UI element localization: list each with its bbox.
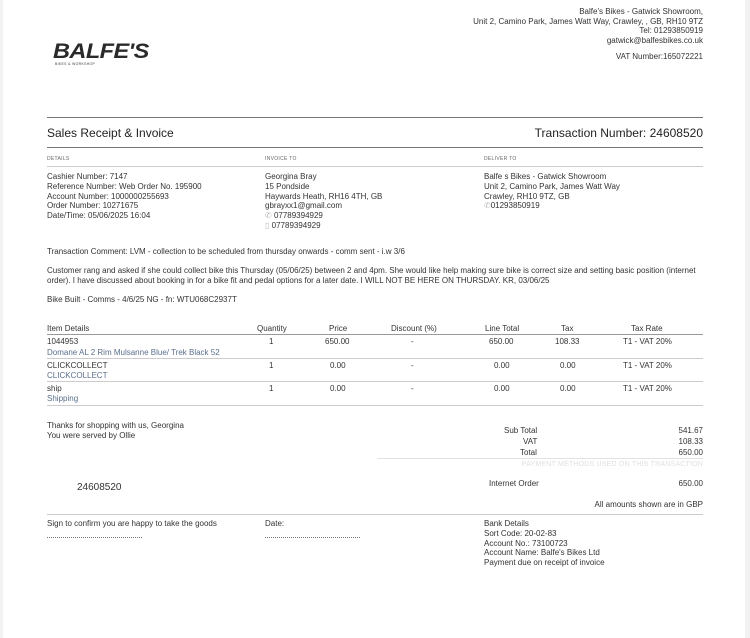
deliver-line1: Unit 2, Camino Park, James Watt Way [484, 181, 620, 191]
table-bottom-rule [47, 405, 703, 406]
customer-comment-line1: Customer rang and asked if she could collect bike this Thursday (05/06/25) between 2 and 4pm. She would like help making sure bike is correct size and setting basic position (internet [47, 266, 696, 275]
thanks-note [47, 421, 184, 441]
payment-methods-label: PAYMENT METHODS USED ON THIS TRANSACTION [521, 461, 703, 468]
transaction-number: Transaction Number: 24608520 [534, 126, 703, 140]
shop-address [473, 7, 703, 45]
invoice-page [3, 0, 745, 638]
shop-email[interactable]: gatwick@balfesbikes.co.uk [606, 35, 703, 45]
transaction-comment: Transaction Comment: LVM - collection to be scheduled from thursday onwards - comm sent - i.w 3/6 [47, 247, 405, 256]
label-rule [47, 166, 703, 167]
row-tax-rate: T1 - VAT 20% [623, 361, 672, 370]
logo-text: BALFE'S [53, 40, 149, 63]
invoice-line1: 15 Pondside [265, 181, 310, 191]
bike-built-comment: Bike Built - Comms - 4/6/25 NG - fn: WTU068C2937T [47, 295, 237, 304]
subtotal-value: 541.67 [678, 426, 703, 435]
internet-order-label: Internet Order [489, 479, 539, 488]
row-tax: 0.00 [560, 384, 576, 393]
subtotal-label: Sub Total [504, 426, 538, 435]
row-divider [47, 381, 703, 382]
total-value: 650.00 [678, 448, 703, 457]
phone-icon: ✆ [484, 201, 491, 211]
logo-subtext: BIKES & WORKSHOP [55, 62, 96, 66]
invoice-phone2: 07789394929 [271, 220, 321, 230]
deliver-phone-row [484, 201, 620, 211]
col-quantity: Quantity [257, 324, 287, 333]
invoice-line2: Haywards Heath, RH16 4TH, GB [265, 191, 383, 201]
col-line-total: Line Total [485, 324, 520, 333]
date-label: Date: [265, 519, 285, 528]
col-price: Price [329, 324, 348, 333]
vat-number: VAT Number:165072221 [615, 52, 703, 61]
shop-name: Balfe's Bikes - Gatwick Showroom, [579, 7, 703, 16]
row-qty: 1 [269, 337, 274, 346]
cashier-number: Cashier Number: 7147 [47, 172, 128, 181]
invoice-to-column [265, 172, 382, 231]
col-tax: Tax [561, 324, 574, 333]
shop-street: Unit 2, Camino Park, James Watt Way, Crawley, , GB, RH10 9TZ [473, 16, 703, 26]
col-item-details: Item Details [47, 324, 90, 333]
customer-comment [47, 266, 697, 286]
row-qty: 1 [269, 384, 274, 393]
signature-line [47, 537, 142, 538]
invoice-mobile-row [265, 221, 382, 231]
bank-details [484, 519, 605, 568]
title-bottom-rule [47, 147, 703, 148]
currency-note: All amounts shown are in GBP [594, 500, 703, 509]
row-code: CLICKCOLLECT [47, 361, 108, 370]
phone-icon: ✆ [265, 211, 272, 221]
brand-logo [53, 40, 149, 66]
row-price: 650.00 [325, 337, 350, 346]
served-by: You were served by Ollie [47, 430, 136, 440]
row-discount: - [411, 361, 414, 370]
shop-tel: Tel: 01293850919 [639, 26, 703, 36]
invoice-name: Georgina Bray [265, 172, 317, 181]
vat-label: VAT [523, 437, 538, 446]
total-label: Total [520, 448, 537, 457]
bank-account-name: Account Name: Balfe's Bikes Ltd [484, 548, 600, 558]
row-tax: 0.00 [560, 361, 576, 370]
row-tax-rate: T1 - VAT 20% [623, 384, 672, 393]
internet-order-value: 650.00 [678, 479, 703, 488]
footer-rule [47, 514, 703, 515]
order-number: Order Number: 10271675 [47, 201, 139, 211]
row-tax: 108.33 [555, 337, 580, 346]
deliver-to-column [484, 172, 620, 211]
row-description: CLICKCOLLECT [47, 371, 108, 380]
date-line [265, 537, 360, 538]
thanks-line: Thanks for shopping with us, Georgina [47, 421, 184, 430]
details-label: DETAILS [47, 156, 70, 162]
account-number: Account Number: 1000000255693 [47, 191, 169, 201]
totals-rule [377, 458, 703, 459]
vat-value: 108.33 [678, 437, 703, 446]
col-discount: Discount (%) [391, 324, 437, 333]
row-line-total: 650.00 [489, 337, 514, 346]
mobile-icon: ▯ [265, 220, 270, 230]
barcode-number: 24608520 [77, 482, 122, 493]
row-price: 0.00 [330, 384, 346, 393]
row-qty: 1 [269, 361, 274, 370]
table-header-rule [47, 334, 703, 335]
title-top-rule [47, 117, 703, 118]
deliver-line2: Crawley, RH10 9TZ, GB [484, 191, 570, 201]
row-code: 1044953 [47, 337, 79, 346]
date-time: Date/Time: 05/06/2025 16:04 [47, 211, 151, 221]
row-line-total: 0.00 [494, 361, 510, 370]
deliver-name: Balfe s Bikes - Gatwick Showroom [484, 172, 607, 181]
row-description: Domane AL 2 Rim Mulsanne Blue/ Trek Black 52 [47, 348, 220, 357]
signature-label: Sign to confirm you are happy to take the goods [47, 519, 217, 528]
row-line-total: 0.00 [494, 384, 510, 393]
row-discount: - [411, 337, 414, 346]
invoice-email[interactable]: gbrayxx1@gmail.com [265, 201, 343, 211]
invoice-phone-row [265, 211, 382, 221]
payment-due: Payment due on receipt of invoice [484, 558, 605, 568]
row-price: 0.00 [330, 361, 346, 370]
deliver-to-label: DELIVER TO [484, 156, 517, 162]
sort-code: Sort Code: 20-02-83 [484, 528, 557, 538]
reference-number: Reference Number: Web Order No. 195900 [47, 181, 202, 191]
invoice-to-label: INVOICE TO [265, 156, 297, 162]
row-tax-rate: T1 - VAT 20% [623, 337, 672, 346]
bank-title: Bank Details [484, 519, 529, 528]
customer-comment-line2: order). I have discussed about booking in for a bike fit and pedal options for a later date. I WILL NOT BE HERE ON THURSDAY. KR, 03/06/25 [47, 276, 550, 285]
row-description: Shipping [47, 394, 79, 403]
deliver-phone: 01293850919 [490, 201, 540, 211]
row-code: ship [47, 384, 62, 393]
row-discount: - [411, 384, 414, 393]
col-tax-rate: Tax Rate [631, 324, 663, 333]
row-divider [47, 358, 703, 359]
details-column [47, 172, 202, 221]
bank-account-number: Account No.: 73100723 [484, 538, 568, 548]
document-title: Sales Receipt & Invoice [47, 126, 174, 140]
invoice-phone1: 07789394929 [273, 211, 323, 221]
